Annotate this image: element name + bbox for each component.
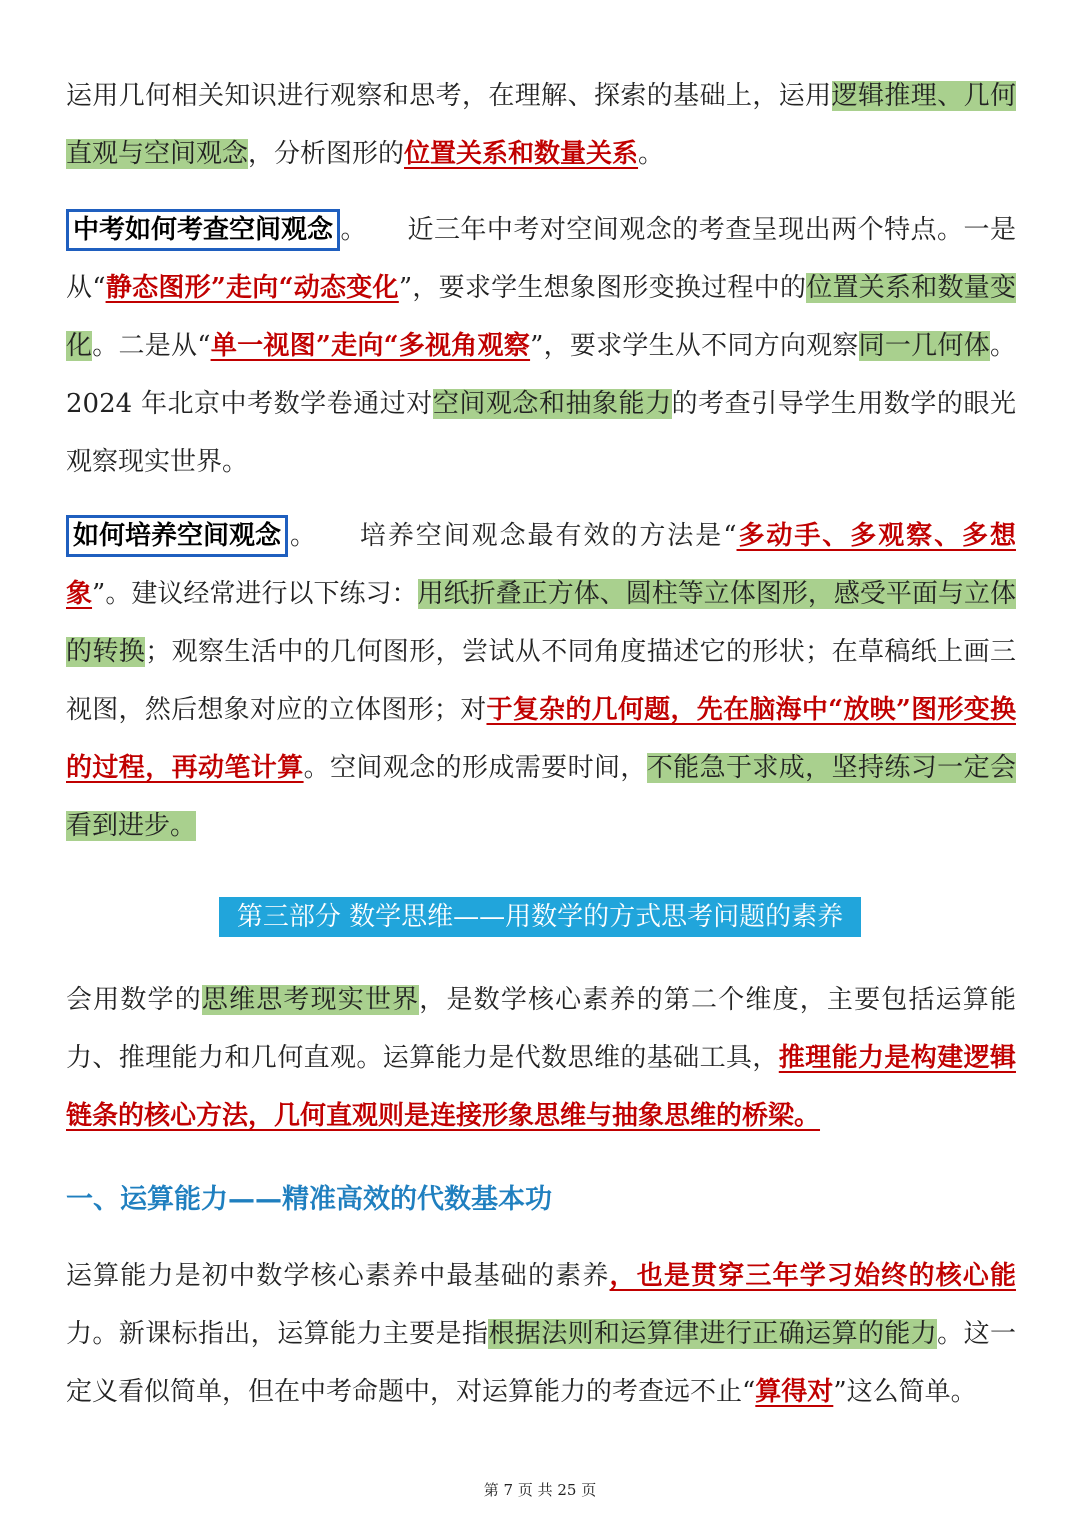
paragraph-cultivate-spatial bbox=[66, 507, 1016, 855]
boxed-heading: 如何培养空间观念 bbox=[66, 515, 288, 557]
text: 运算能力是初中数学核心素养中最基础的素养 bbox=[66, 1261, 610, 1291]
emphasis-red: 静态图形”走向“动态变化 bbox=[105, 273, 399, 303]
emphasis-red: 于复杂的几何题，先在脑海中“放映”图形变换的过程，再动笔计算 bbox=[66, 695, 1016, 783]
text: 运用几何相关知识进行观察和思考，在理解、探索的基础上，运用 bbox=[66, 81, 832, 111]
highlight-green: 不能急于求成，坚持练习一定会看到进步。 bbox=[66, 753, 1016, 841]
section-title: 第三部分 数学思维——用数学的方式思考问题的素养 bbox=[219, 897, 861, 937]
text: ；观察生活中的几何图形，尝试从不同角度描述它的形状；在草稿纸上画三视图，然后想象对应的立体图形；对 bbox=[66, 637, 1016, 725]
text: 。 bbox=[288, 521, 318, 551]
text: 。 bbox=[340, 215, 367, 245]
text: 。 bbox=[638, 139, 665, 169]
text: 力。新课标指出，运算能力主要是指 bbox=[66, 1319, 489, 1349]
text: 培养空间观念最有效的方法是“ bbox=[357, 521, 737, 551]
text: 会用数学的 bbox=[66, 985, 202, 1015]
paragraph-computation bbox=[66, 1247, 1016, 1421]
paragraph-spatial-knowledge bbox=[66, 67, 1016, 183]
emphasis-red: ，也是贯穿三年学习始终的核心能 bbox=[609, 1261, 1016, 1291]
text: ”这么简单。 bbox=[833, 1377, 977, 1407]
text: 。2024 年北京中考数学卷通过对 bbox=[66, 331, 1016, 419]
text: 。空间观念的形成需要时间， bbox=[303, 753, 647, 783]
paragraph-math-thinking bbox=[66, 971, 1016, 1145]
text: ”。建议经常进行以下练习： bbox=[92, 579, 418, 609]
text: ”，要求学生从不同方向观察 bbox=[530, 331, 859, 361]
emphasis-red: 多动手、多观察、多想象 bbox=[66, 521, 1016, 609]
text: 的考查引导学生用数学的眼光观察现实世界。 bbox=[66, 389, 1016, 477]
sub-heading: 一、运算能力——精准高效的代数基本功 bbox=[66, 1184, 552, 1215]
highlight-green: 位置关系和数量变化 bbox=[66, 273, 1016, 361]
text: ，是数学核心素养的第二个维度，主要包括运算能力、推理能力和几何直观。运算能力是代数思维的基础工具， bbox=[66, 985, 1016, 1073]
paragraph-exam-spatial bbox=[66, 201, 1016, 491]
emphasis-red: 单一视图”走向“多视角观察 bbox=[210, 331, 531, 361]
text: ”，要求学生想象图形变换过程中的 bbox=[398, 273, 807, 303]
highlight-green: 用纸折叠正方体、圆柱等立体图形，感受平面与立体的转换 bbox=[66, 579, 1016, 667]
text: 近三年中考对空间观念的考查呈现出两个特点。一是从“ bbox=[66, 215, 1016, 303]
highlight-green: 空间观念和抽象能力 bbox=[432, 389, 672, 419]
highlight-green: 逻辑推理、几何直观与空间观念 bbox=[66, 81, 1016, 169]
text: 。二是从“ bbox=[92, 331, 211, 361]
emphasis-red: 位置关系和数量关系 bbox=[404, 139, 639, 169]
highlight-green: 思维思考现实世界 bbox=[201, 985, 420, 1015]
emphasis-red: 算得对 bbox=[755, 1377, 834, 1407]
highlight-green: 同一几何体 bbox=[858, 331, 990, 361]
emphasis-red: 推理能力是构建逻辑链条的核心方法，几何直观则是连接形象思维与抽象思维的桥梁。 bbox=[66, 1043, 1016, 1131]
page-footer: 第 7 页 共 25 页 bbox=[483, 1481, 597, 1499]
text: ，分析图形的 bbox=[248, 139, 405, 169]
highlight-green: 根据法则和运算律进行正确运算的能力 bbox=[488, 1319, 938, 1349]
text: 。这一定义看似简单，但在中考命题中，对运算能力的考查远不止“ bbox=[66, 1319, 1016, 1407]
boxed-heading: 中考如何考查空间观念 bbox=[66, 209, 340, 251]
